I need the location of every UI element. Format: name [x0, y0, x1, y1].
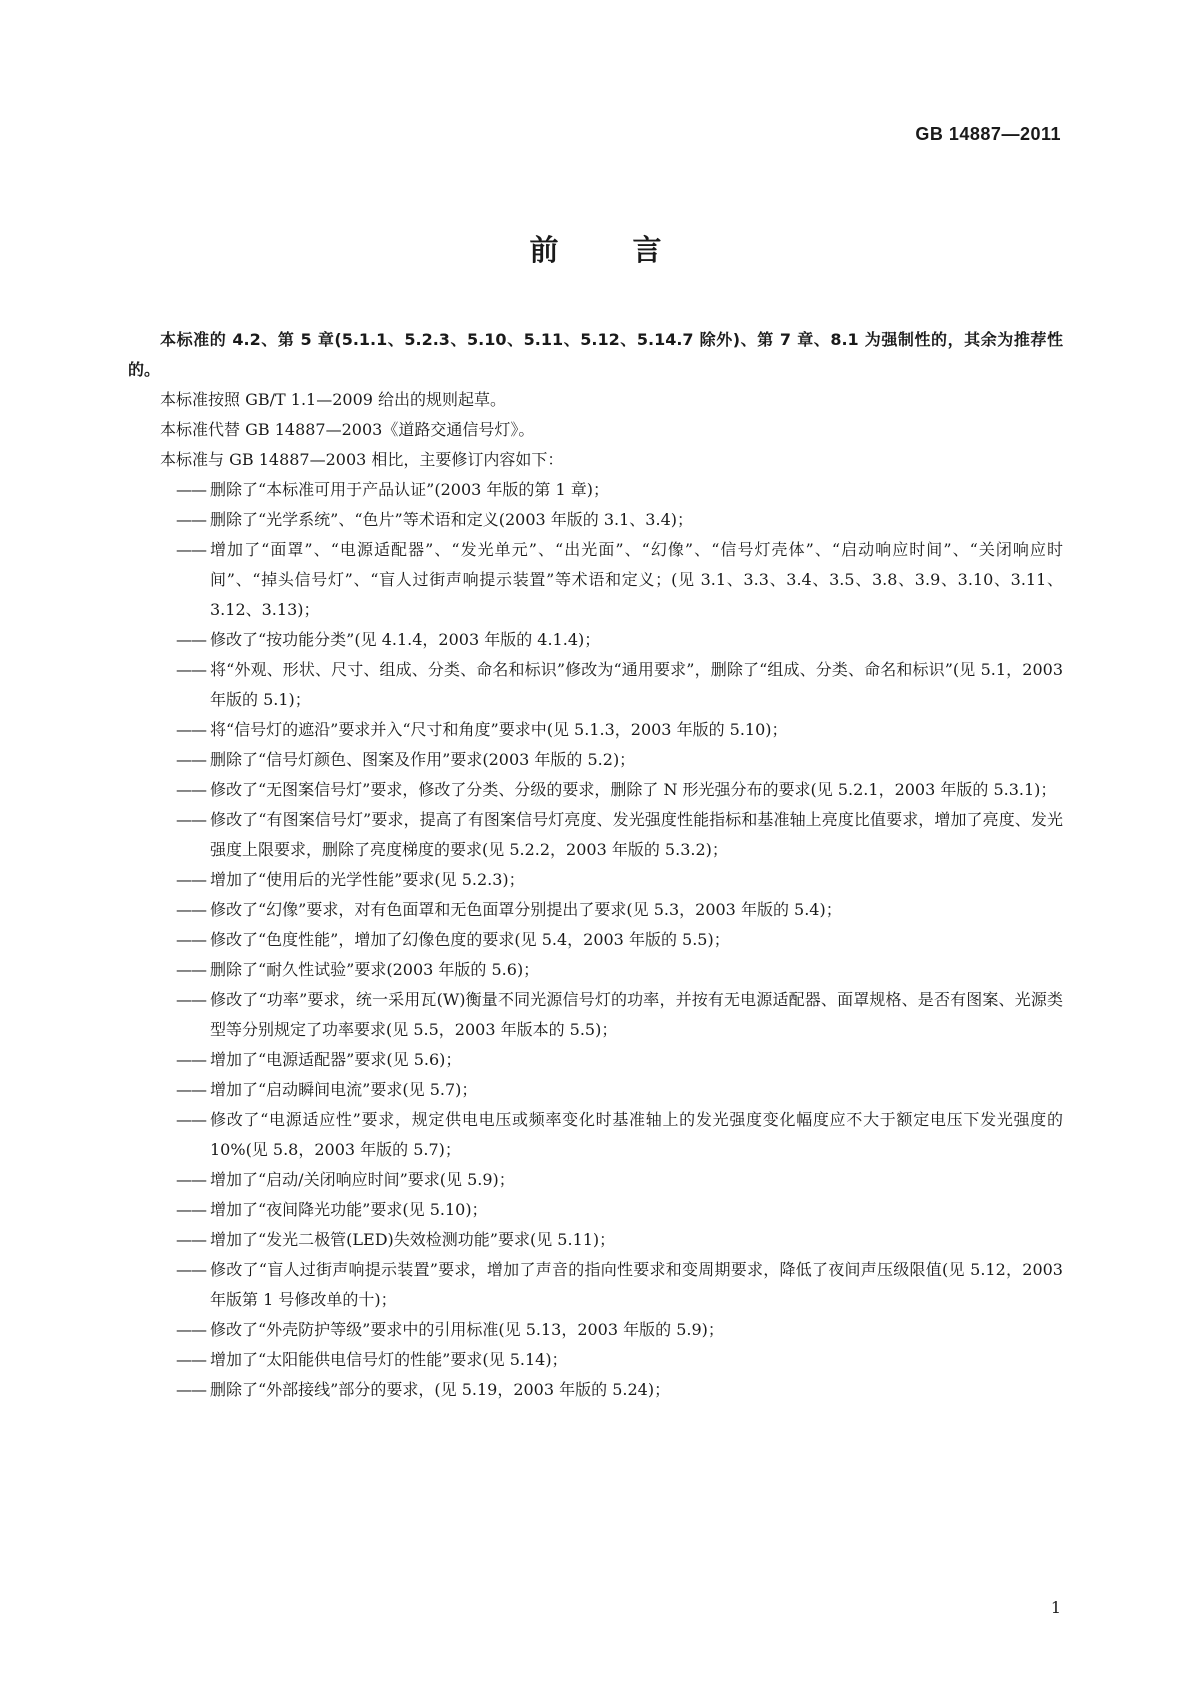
list-item [176, 895, 1063, 925]
list-dash: —— [176, 1380, 206, 1399]
document-code: GB 14887—2011 [915, 124, 1061, 144]
list-dash: —— [176, 1110, 206, 1129]
list-item-text: 增加了“启动/关闭响应时间”要求(见 5.9)； [210, 1170, 515, 1189]
list-dash: —— [176, 1230, 206, 1249]
list-item [176, 715, 1063, 745]
list-item [176, 655, 1063, 715]
list-item-text: 删除了“外部接线”部分的要求，(见 5.19，2003 年版的 5.24)； [210, 1380, 671, 1399]
list-item [176, 775, 1063, 805]
list-dash: —— [176, 720, 206, 739]
mandatory-clause-paragraph: 本标准的 4.2、第 5 章(5.1.1、5.2.3、5.10、5.11、5.12、5.14.7 除外)、第 7 章、8.1 为强制性的，其余为推荐性的。 [128, 330, 1063, 379]
list-item-text: 修改了“有图案信号灯”要求，提高了有图案信号灯亮度、发光强度性能指标和基准轴上亮度比值要求，增加了亮度、发光强度上限要求，删除了亮度梯度的要求(见 5.2.2，2003 年版的 5.3.2)； [210, 810, 1063, 859]
list-item-text: 修改了“外壳防护等级”要求中的引用标准(见 5.13，2003 年版的 5.9)； [210, 1320, 724, 1339]
list-dash: —— [176, 810, 206, 829]
list-item [176, 985, 1063, 1045]
list-item [176, 745, 1063, 775]
list-item-text: 删除了“光学系统”、“色片”等术语和定义(2003 年版的 3.1、3.4)； [210, 510, 693, 529]
list-dash: —— [176, 960, 206, 979]
list-item [176, 1165, 1063, 1195]
list-dash: —— [176, 510, 206, 529]
list-item-text: 将“外观、形状、尺寸、组成、分类、命名和标识”修改为“通用要求”，删除了“组成、分类、命名和标识”(见 5.1，2003 年版的 5.1)； [210, 660, 1063, 709]
list-item [176, 865, 1063, 895]
list-dash: —— [176, 930, 206, 949]
list-dash: —— [176, 990, 206, 1009]
replacement-paragraph: 本标准代替 GB 14887—2003《道路交通信号灯》。 [160, 420, 535, 439]
list-item-text: 删除了“本标准可用于产品认证”(2003 年版的第 1 章)； [210, 480, 610, 499]
list-item [176, 1315, 1063, 1345]
list-item-text: 增加了“发光二极管(LED)失效检测功能”要求(见 5.11)； [210, 1230, 616, 1249]
revision-list [128, 475, 1063, 1405]
list-dash: —— [176, 540, 206, 559]
page-number: 1 [1050, 1598, 1061, 1617]
list-dash: —— [176, 1170, 206, 1189]
list-item-text: 增加了“电源适配器”要求(见 5.6)； [210, 1050, 462, 1069]
list-item-text: 修改了“电源适应性”要求，规定供电电压或频率变化时基准轴上的发光强度变化幅度应不大于额定电压下发光强度的 10%(见 5.8，2003 年版的 5.7)； [210, 1110, 1063, 1159]
list-dash: —— [176, 780, 206, 799]
list-item [176, 955, 1063, 985]
list-item-text: 修改了“盲人过街声响提示装置”要求，增加了声音的指向性要求和变周期要求，降低了夜间声压级限值(见 5.12，2003 年版第 1 号修改单的十)； [210, 1260, 1063, 1309]
list-item [176, 1075, 1063, 1105]
list-item [176, 805, 1063, 865]
list-item-text: 删除了“耐久性试验”要求(2003 年版的 5.6)； [210, 960, 540, 979]
list-item [176, 505, 1063, 535]
list-item-text: 增加了“启动瞬间电流”要求(见 5.7)； [210, 1080, 478, 1099]
list-item [176, 925, 1063, 955]
list-item [176, 1375, 1063, 1405]
list-item-text: 修改了“幻像”要求，对有色面罩和无色面罩分别提出了要求(见 5.3，2003 年版的 5.4)； [210, 900, 842, 919]
list-item-text: 增加了“夜间降光功能”要求(见 5.10)； [210, 1200, 488, 1219]
list-item [176, 1345, 1063, 1375]
list-dash: —— [176, 900, 206, 919]
list-item-text: 修改了“无图案信号灯”要求，修改了分类、分级的要求，删除了 N 形光强分布的要求(见 5.2.1，2003 年版的 5.3.1)； [210, 780, 1057, 799]
list-dash: —— [176, 870, 206, 889]
list-item-text: 修改了“色度性能”，增加了幻像色度的要求(见 5.4，2003 年版的 5.5)； [210, 930, 730, 949]
list-item-text: 增加了“面罩”、“电源适配器”、“发光单元”、“出光面”、“幻像”、“信号灯壳体”、“启动响应时间”、“关闭响应时间”、“掉头信号灯”、“盲人过街声响提示装置”等术语和定义；(见 3.1、3.3、3.4、3.5、3.8、3.9、3.10、3.11、3.12、3.13)； [210, 540, 1063, 619]
list-item-text: 增加了“使用后的光学性能”要求(见 5.2.3)； [210, 870, 525, 889]
list-dash: —— [176, 660, 206, 679]
list-item [176, 625, 1063, 655]
list-dash: —— [176, 1350, 206, 1369]
list-dash: —— [176, 1050, 206, 1069]
list-item-text: 将“信号灯的遮沿”要求并入“尺寸和角度”要求中(见 5.1.3，2003 年版的 5.10)； [210, 720, 788, 739]
list-item-text: 修改了“功率”要求，统一采用瓦(W)衡量不同光源信号灯的功率，并按有无电源适配器、面罩规格、是否有图案、光源类型等分别规定了功率要求(见 5.5，2003 年版本的 5.5)； [210, 990, 1063, 1039]
drafting-rule-paragraph: 本标准按照 GB/T 1.1—2009 给出的规则起草。 [160, 390, 507, 409]
list-item [176, 1225, 1063, 1255]
list-item [176, 535, 1063, 625]
list-item [176, 1105, 1063, 1165]
list-dash: —— [176, 1260, 206, 1279]
list-dash: —— [176, 750, 206, 769]
list-dash: —— [176, 1200, 206, 1219]
preface-body [128, 325, 1063, 1405]
list-dash: —— [176, 630, 206, 649]
revision-intro-paragraph: 本标准与 GB 14887—2003 相比，主要修订内容如下： [160, 450, 564, 469]
list-item-text: 增加了“太阳能供电信号灯的性能”要求(见 5.14)； [210, 1350, 568, 1369]
list-item [176, 475, 1063, 505]
list-item [176, 1045, 1063, 1075]
list-item [176, 1255, 1063, 1315]
list-item-text: 删除了“信号灯颜色、图案及作用”要求(2003 年版的 5.2)； [210, 750, 636, 769]
list-dash: —— [176, 1320, 206, 1339]
page-title: 前 言 [529, 233, 694, 267]
list-dash: —— [176, 480, 206, 499]
list-dash: —— [176, 1080, 206, 1099]
list-item [176, 1195, 1063, 1225]
list-item-text: 修改了“按功能分类”(见 4.1.4，2003 年版的 4.1.4)； [210, 630, 601, 649]
